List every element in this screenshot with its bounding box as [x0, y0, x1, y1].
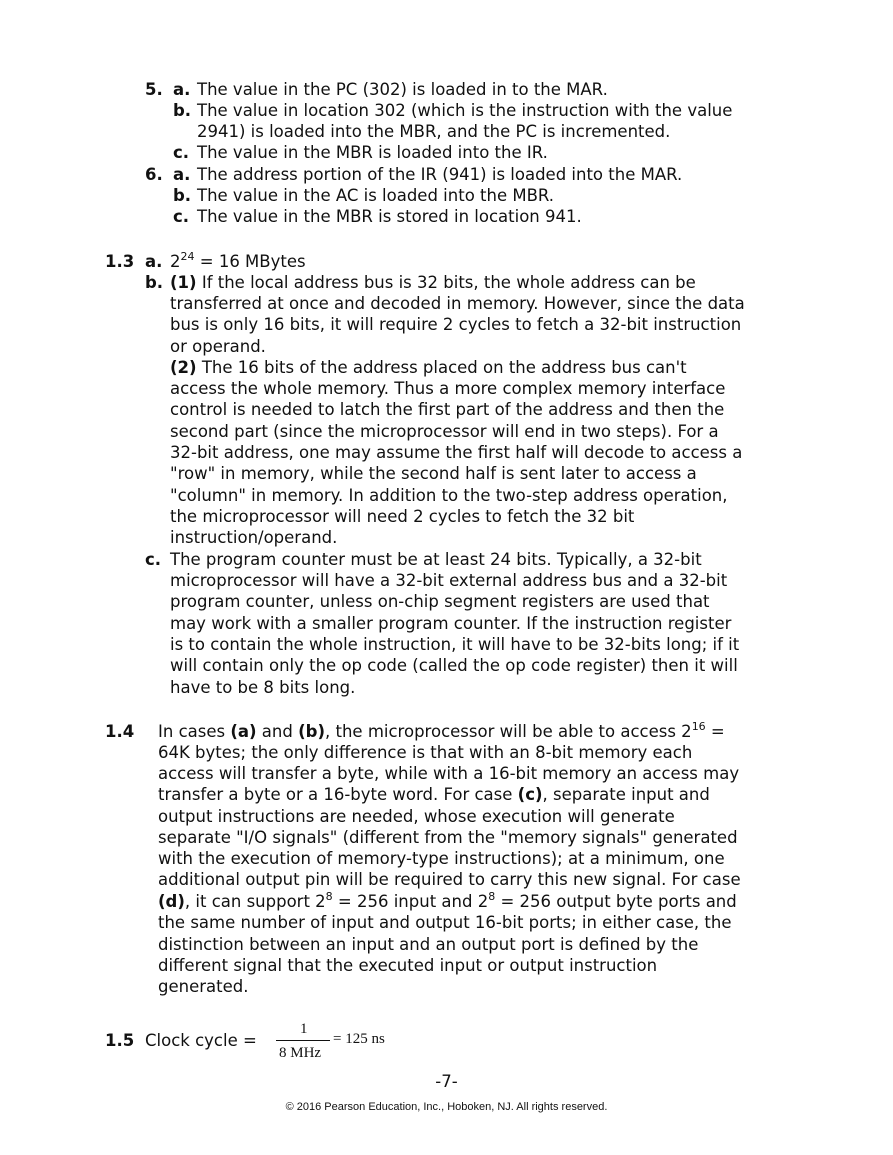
- problem-1-5-number: 1.5: [105, 1031, 135, 1050]
- q6-number: 6.: [145, 165, 163, 184]
- p13-b2-line: the microprocessor will need 2 cycles to fetch the 32 bit: [170, 507, 635, 526]
- q6-b-text: The value in the AC is loaded into the MBR.: [197, 186, 555, 205]
- q5-a-text: The value in the PC (302) is loaded in to the MAR.: [197, 80, 608, 99]
- q5-b-label: b.: [173, 101, 192, 120]
- q5-number: 5.: [145, 80, 163, 99]
- q5-b-text-cont: 2941) is loaded into the MBR, and the PC is incremented.: [197, 122, 671, 141]
- p14-line: access will transfer a byte, while with a 16-bit memory an access may: [158, 764, 740, 783]
- copyright-notice: © 2016 Pearson Education, Inc., Hoboken, NJ. All rights reserved.: [285, 1101, 608, 1113]
- p14-line: additional output pin will be required to carry this new signal. For case: [158, 870, 741, 889]
- p13-b2-line: (2) The 16 bits of the address placed on the address bus can't: [170, 358, 687, 377]
- q5-a-label: a.: [173, 80, 191, 99]
- q5-c-label: c.: [173, 143, 190, 162]
- formula-denominator: 8 MHz: [279, 1045, 322, 1061]
- q6-c-label: c.: [173, 207, 190, 226]
- q6-b-label: b.: [173, 186, 192, 205]
- p14-line: output instructions are needed, whose execution will generate: [158, 807, 675, 826]
- p13-c-line: is to contain the whole instruction, it will have to be 32-bits long; if it: [170, 635, 740, 654]
- p13-c-line: The program counter must be at least 24 bits. Typically, a 32-bit: [170, 550, 702, 569]
- p13-c-line: microprocessor will have a 32-bit external address bus and a 32-bit: [170, 571, 728, 590]
- p13-c-line: program counter, unless on-chip segment registers are used that: [170, 592, 710, 611]
- p14-line: the same number of input and output 16-bit ports; in either case, the: [158, 913, 732, 932]
- problem-1-4-number: 1.4: [105, 722, 135, 741]
- p14-line: (d), it can support $2^8 = 256$ input and $2^8 = 256$ output byte ports and: [158, 890, 737, 911]
- clock-cycle-formula: [276, 1021, 396, 1063]
- p14-line: with the execution of memory-type instructions); at a minimum, one: [158, 849, 725, 868]
- formula-result: = 125 ns: [333, 1031, 385, 1047]
- q6-c-text: The value in the MBR is stored in location 941.: [197, 207, 582, 226]
- q5-b-text: The value in location 302 (which is the instruction with the value: [197, 101, 733, 120]
- p13-b1-line: or operand.: [170, 337, 266, 356]
- p14-line: In cases (a) and (b), the microprocessor will be able to access $2^{16}$ =: [158, 720, 725, 741]
- p13-b2-line: second part (since the microprocessor will end in two steps). For a: [170, 422, 719, 441]
- p13-c-label: c.: [145, 550, 162, 569]
- page-number: -7-: [435, 1072, 458, 1091]
- p14-line: separate "I/O signals" (different from the "memory signals" generated: [158, 828, 738, 847]
- fraction-bar: [276, 1040, 330, 1041]
- p13-c-line: have to be 8 bits long.: [170, 678, 356, 697]
- p13-b2-line: "column" in memory. In addition to the two-step address operation,: [170, 486, 728, 505]
- q6-a-text: The address portion of the IR (941) is loaded into the MAR.: [197, 165, 683, 184]
- p14-line: 64K bytes; the only difference is that with an 8-bit memory each: [158, 743, 693, 762]
- p13-b1-line: transferred at once and decoded in memory. However, since the data: [170, 294, 745, 313]
- p14-line: transfer a byte or a 16-byte word. For case (c), separate input and: [158, 785, 710, 804]
- p15-label: Clock cycle =: [145, 1031, 257, 1050]
- p13-b-label: b.: [145, 273, 164, 292]
- p14-line: distinction between an input and an output port is defined by the: [158, 935, 699, 954]
- p13-b1-line: (1) If the local address bus is 32 bits, the whole address can be: [170, 273, 696, 292]
- p13-c-line: may work with a smaller program counter. If the instruction register: [170, 614, 732, 633]
- problem-1-3-number: 1.3: [105, 252, 135, 271]
- p13-b2-line: access the whole memory. Thus a more complex memory interface: [170, 379, 726, 398]
- p13-b2-line: instruction/operand.: [170, 528, 338, 547]
- formula-numerator: 1: [300, 1021, 308, 1037]
- p13-a-text: $2^{24} = 16$ MBytes: [170, 250, 306, 271]
- p14-line: generated.: [158, 977, 249, 996]
- p13-a-label: a.: [145, 252, 163, 271]
- q6-a-label: a.: [173, 165, 191, 184]
- p14-line: different signal that the executed input or output instruction: [158, 956, 658, 975]
- p13-b2-line: control is needed to latch the first part of the address and then the: [170, 400, 725, 419]
- p13-b1-line: bus is only 16 bits, it will require 2 cycles to fetch a 32-bit instruction: [170, 315, 742, 334]
- p13-b2-line: 32-bit address, one may assume the first half will decode to access a: [170, 443, 743, 462]
- p13-c-line: will contain only the op code (called the op code register) then it will: [170, 656, 738, 675]
- p13-b2-line: "row" in memory, while the second half is sent later to access a: [170, 464, 697, 483]
- q5-c-text: The value in the MBR is loaded into the IR.: [197, 143, 548, 162]
